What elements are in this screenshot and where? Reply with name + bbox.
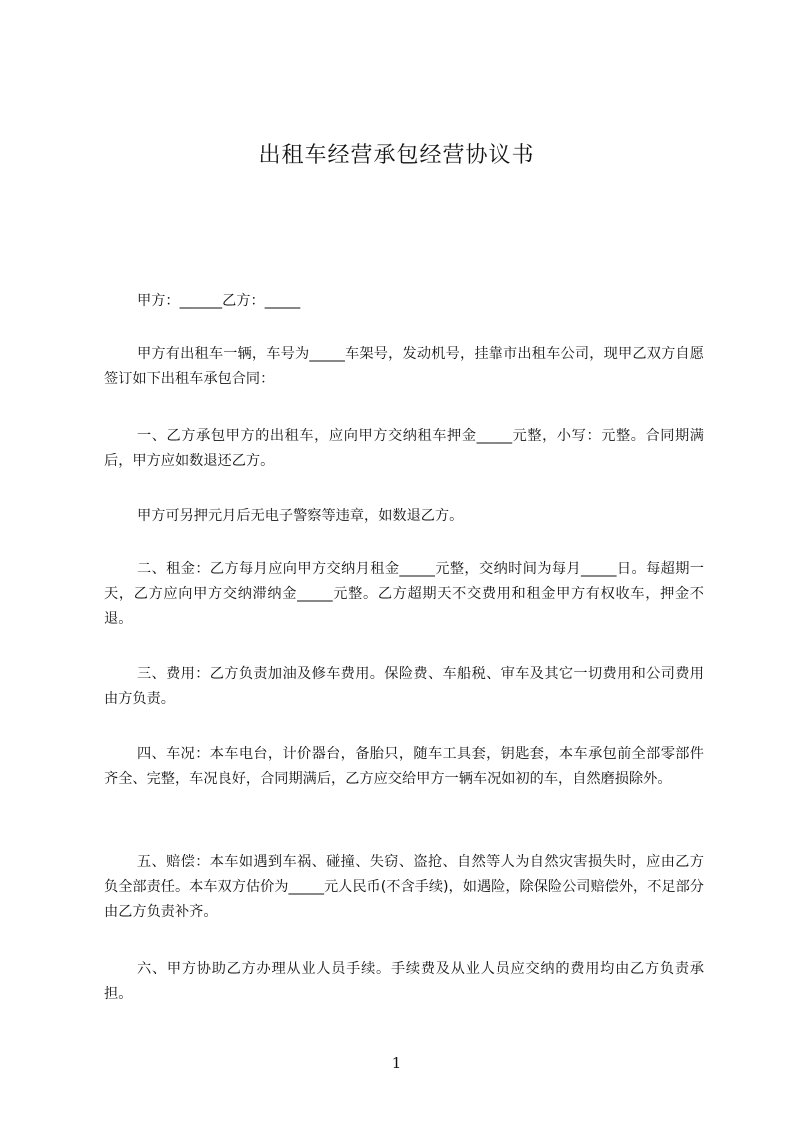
clause-3: 三、费用：乙方负责加油及修车费用。保险费、车船税、审车及其它一切费用和公司费用由方负责。 [104,666,704,707]
page-number: 1 [391,1054,402,1072]
clause-4: 四、车况：本车电台，计价器台，备胎只，随车工具套，钥匙套，本车承包前全部零部件齐全、完整，车况良好，合同期满后，乙方应交给甲方一辆车况如初的车，自然磨损除外。 [104,746,704,787]
clause-5: 五、赔偿：本车如遇到车祸、碰撞、失窃、盗抢、自然等人为自然灾害损失时，应由乙方负全部责任。本车双方估价为_____元人民币(不含手续)，如遇险，除保险公司赔偿外，不足部分由乙方负责补齐。 [104,854,704,920]
clause-2: 二、租金：乙方每月应向甲方交纳月租金_____元整，交纳时间为每月_____日。每超期一天，乙方应向甲方交纳滞纳金_____元整。乙方超期天不交费用和租金甲方有权收车，押金不退。 [104,561,704,627]
intro-paragraph: 甲方有出租车一辆，车号为_____车架号，发动机号，挂靠市出租车公司，现甲乙双方自愿签订如下出租车承包合同： [104,346,704,387]
clause-6: 六、甲方协助乙方办理从业人员手续。手续费及从业人员应交纳的费用均由乙方负责承担。 [104,961,704,1002]
clause-1: 一、乙方承包甲方的出租车，应向甲方交纳租车押金_____元整，小写：元整。合同期满后，甲方应如数退还乙方。 [104,428,704,469]
clause-1-note: 甲方可另押元月后无电子警察等违章，如数退乙方。 [137,508,464,524]
document-title: 出租车经营承包经营协议书 [258,143,535,168]
parties-line: 甲方：______乙方：_____ [137,293,301,309]
